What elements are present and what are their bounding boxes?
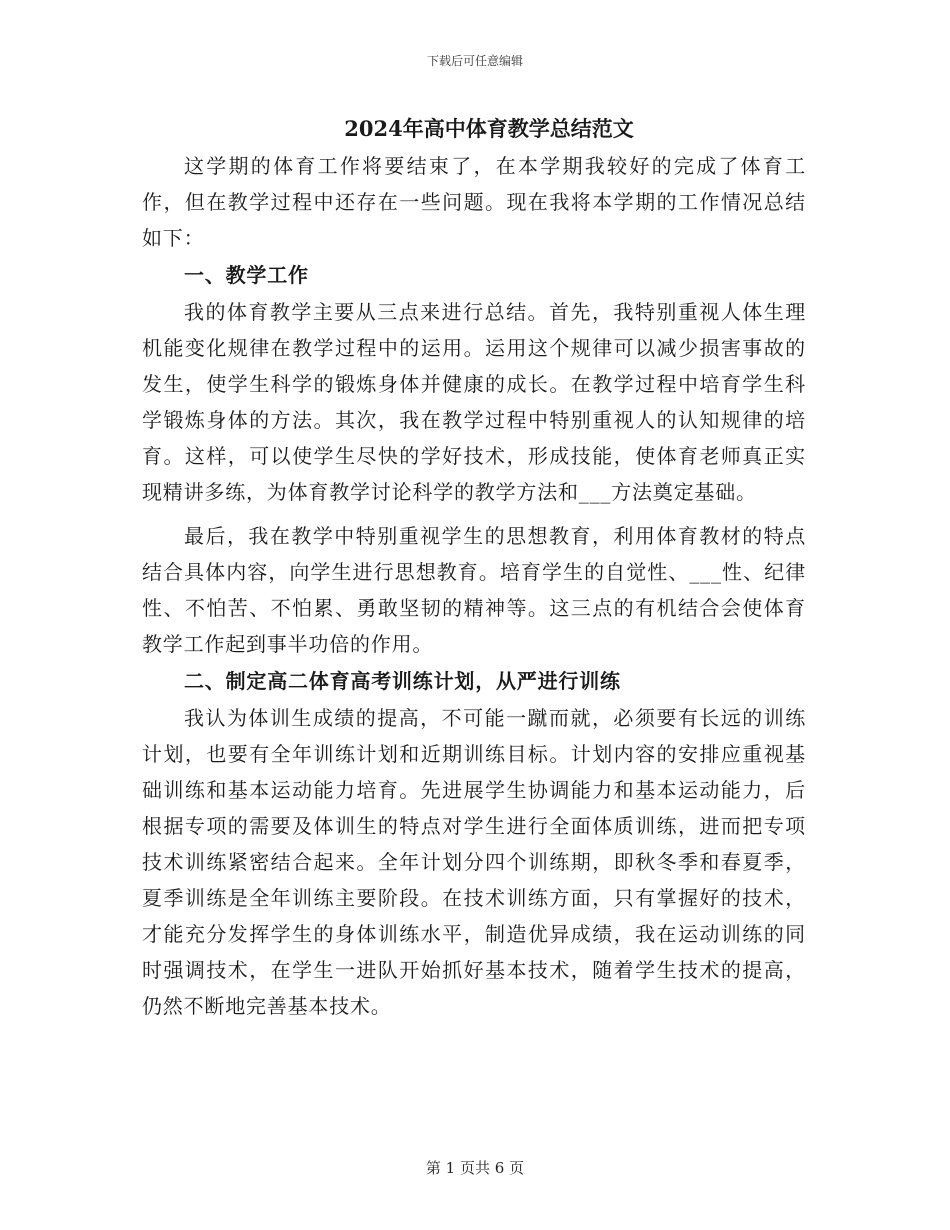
intro-paragraph: 这学期的体育工作将要结束了，在本学期我较好的完成了体育工作，但在教学过程中还存在一些问题。现在我将本学期的工作情况总结如下： — [142, 154, 806, 250]
section2-paragraph-1: 我认为体训生成绩的提高，不可能一蹴而就，必须要有长远的训练计划，也要有全年训练计划和近期训练目标。计划内容的安排应重视基础训练和基本运动能力培育。先进展学生协调能力和基本运动能力，后根据专项的需要及体训生的特点对学生进行全面体质训练，进而把专项技术训练紧密结合起来。全年计划分四个训练期，即秋冬季和春夏季，夏季训练是全年训练主要阶段。在技术训练方面，只有掌握好的技术，才能充分发挥学生的身体训练水平，制造优异成绩，我在运动训练的同时强调技术，在学生一进队开始抓好基本技术，随着学生技术的提高，仍然不断地完善基本技术。 — [142, 706, 806, 1018]
section-heading-training: 二、制定高二体育高考训练计划，从严进行训练 — [184, 669, 621, 693]
header-note: 下载后可任意编辑 — [426, 54, 523, 68]
document-title: 2024年高中体育教学总结范文 — [344, 116, 634, 141]
section1-paragraph-1: 我的体育教学主要从三点来进行总结。首先，我特别重视人体生理机能变化规律在教学过程中的运用。运用这个规律可以减少损害事故的发生，使学生科学的锻炼身体并健康的成长。在教学过程中培育学生科学锻炼身体的方法。其次，我在教学过程中特别重视人的认知规律的培育。这样，可以使学生尽快的学好技术，形成技能，使体育老师真正实现精讲多练，为体育教学讨论科学的教学方法和___方法奠定基础。 — [142, 300, 806, 504]
page-number-footer: 第 1 页共 6 页 — [425, 1159, 525, 1177]
section1-paragraph-2: 最后，我在教学中特别重视学生的思想教育，利用体育教材的特点结合具体内容，向学生进行思想教育。培育学生的自觉性、___性、纪律性、不怕苦、不怕累、勇敢坚韧的精神等。这三点的有机结合会使体育教学工作起到事半功倍的作用。 — [142, 524, 806, 656]
paragraph-gap — [142, 510, 806, 518]
document-body — [142, 112, 806, 1024]
section-heading-teaching: 一、教学工作 — [184, 263, 309, 287]
